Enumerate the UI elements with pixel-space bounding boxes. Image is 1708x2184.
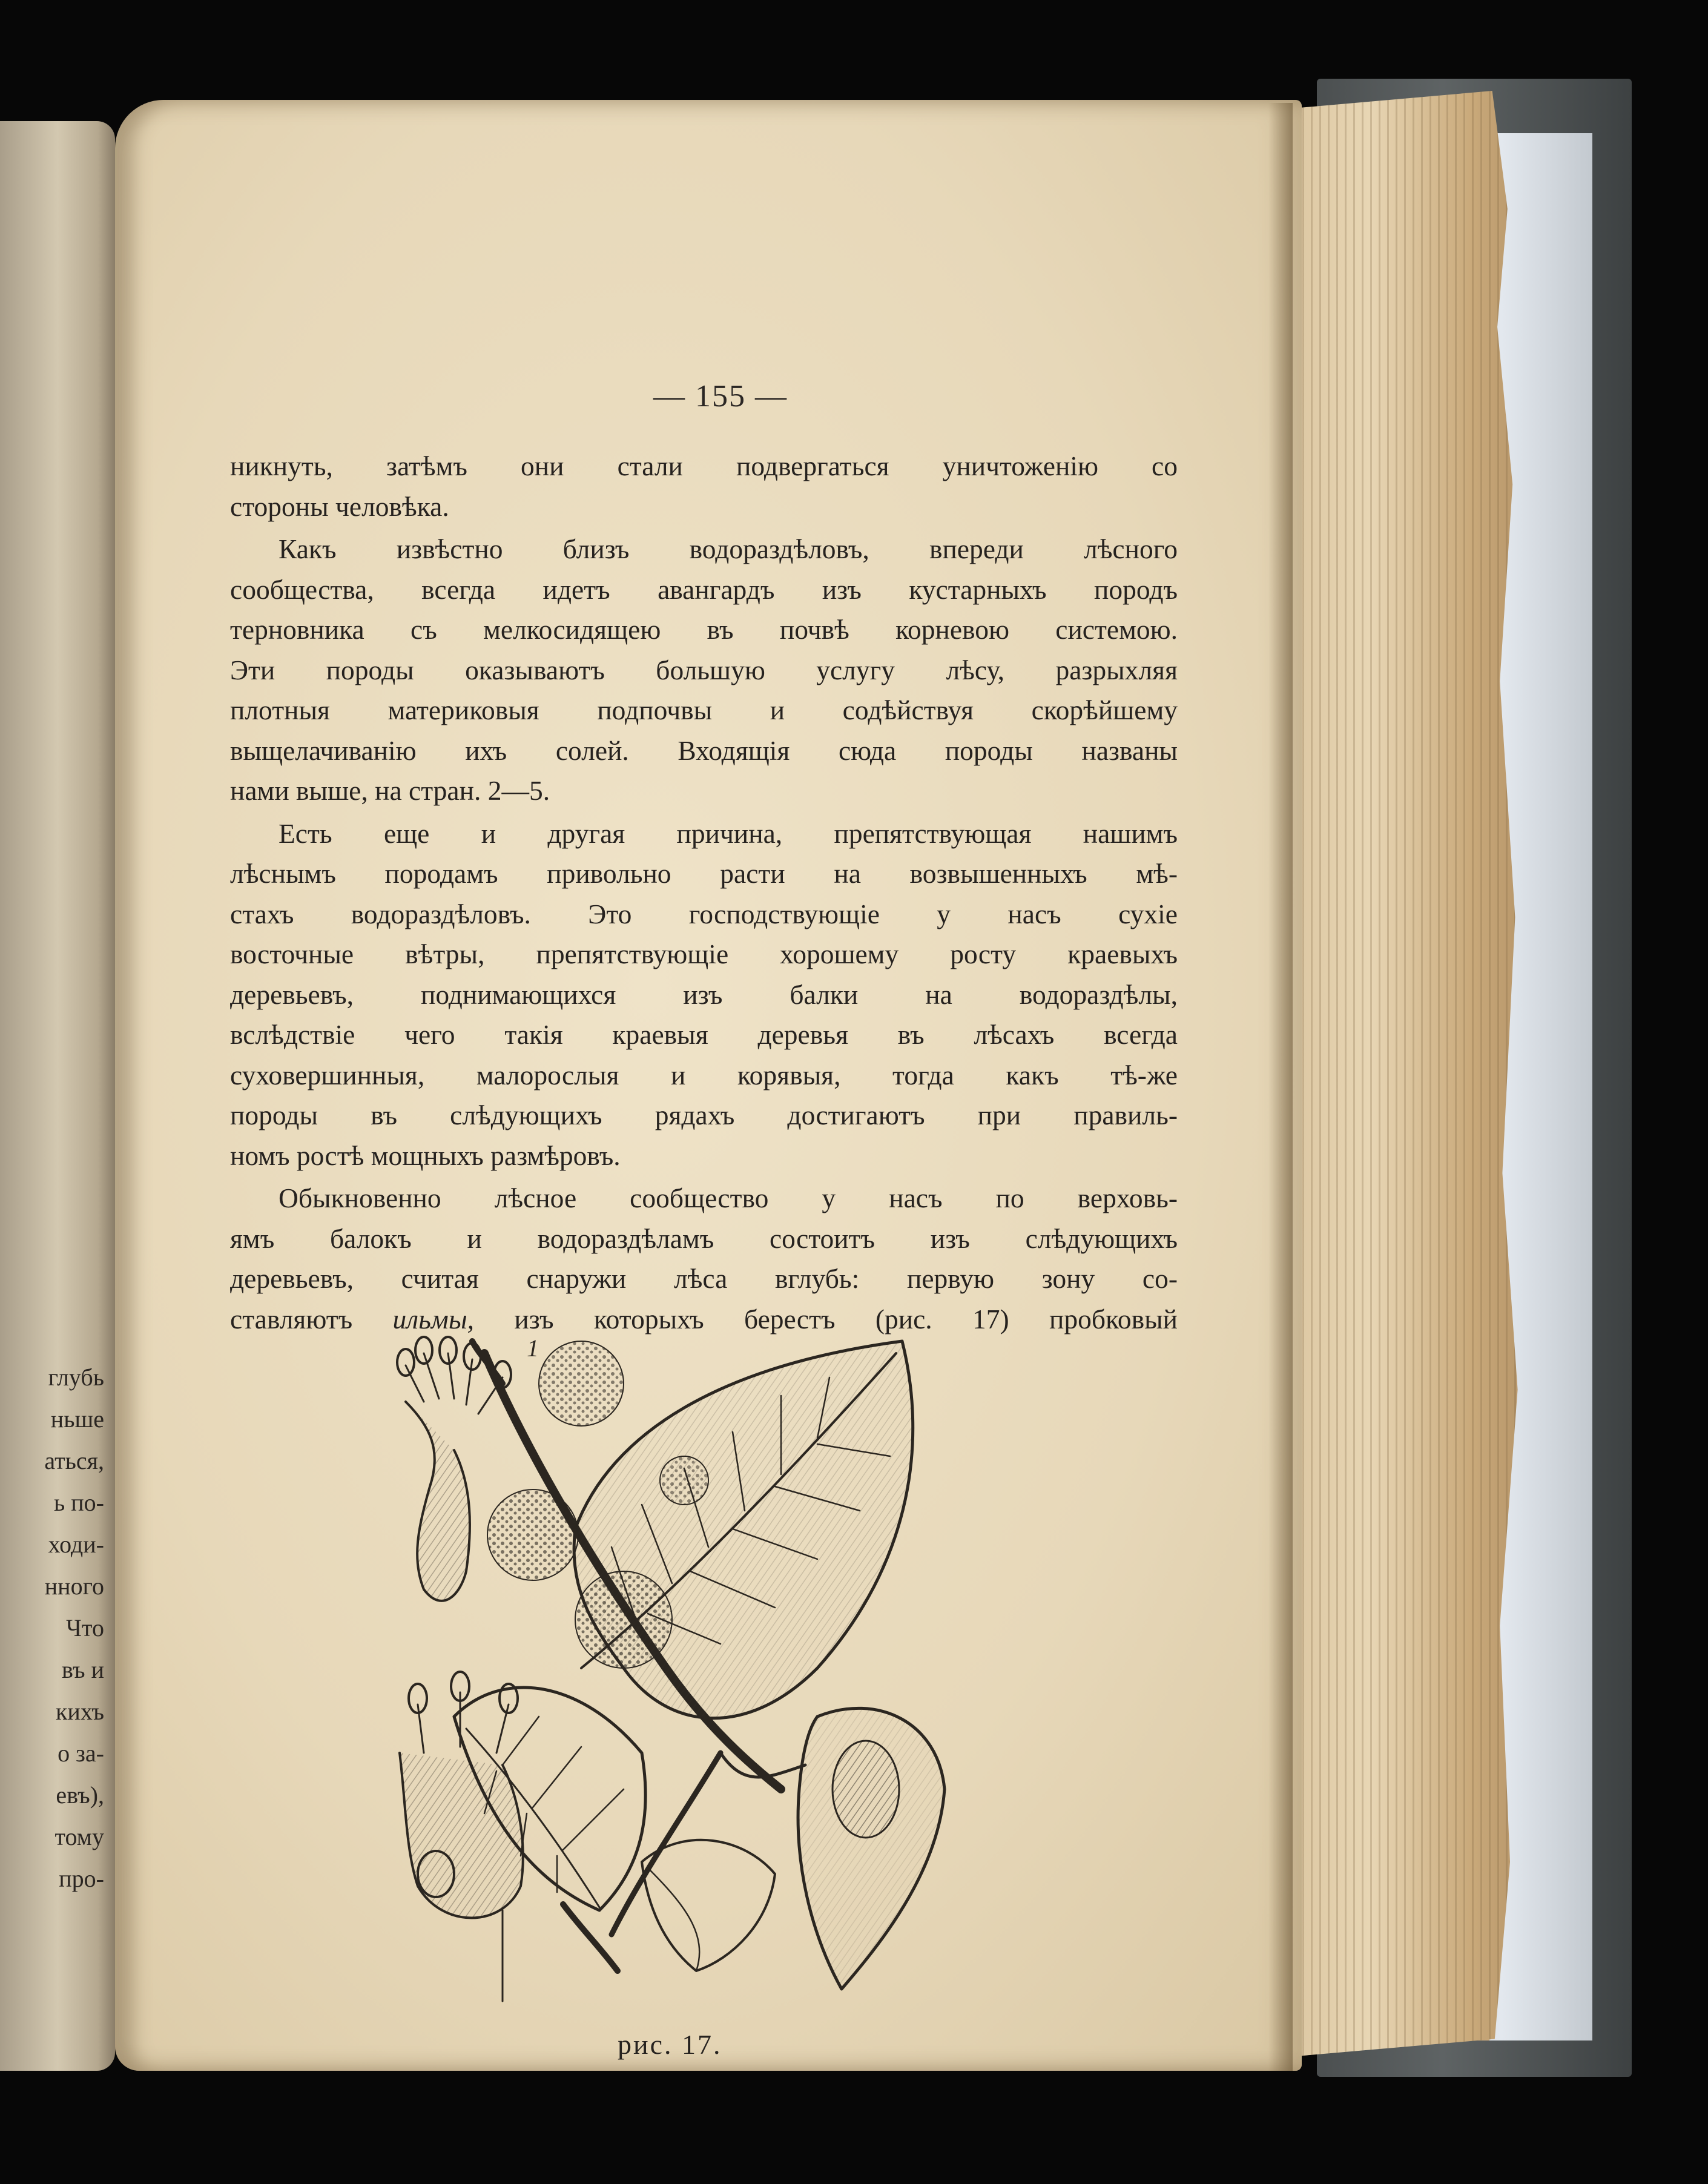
left-page-fragment: ньше xyxy=(50,1405,104,1433)
left-page-fragment: евъ), xyxy=(56,1781,104,1809)
left-page-fragment: ходи- xyxy=(48,1531,104,1558)
book-page xyxy=(115,100,1302,2071)
left-page-fragment: глубь xyxy=(48,1364,104,1391)
text-line: Эти породы оказываютъ большую услугу лѣсу, разрыхляя xyxy=(230,654,1178,685)
figure-caption: рис. 17. xyxy=(618,2029,722,2060)
text-line: суховершинныя, малорослыя и корявыя, тогда какъ тѣ-же xyxy=(230,1059,1178,1090)
page-gutter-shadow xyxy=(1268,103,1293,2071)
text-line: терновника съ мелкосидящею въ почвѣ корневою системою. xyxy=(230,614,1178,645)
text-line: породы въ слѣдующихъ рядахъ достигаютъ при правиль- xyxy=(230,1100,1178,1130)
body-text xyxy=(230,446,1178,1339)
text-line: ставляютъ ильмы, изъ которыхъ берестъ (рис. 17) пробковый xyxy=(230,1303,1178,1334)
text-line: деревьевъ, считая снаружи лѣса вглубь: первую зону со- xyxy=(230,1263,1178,1294)
text-line: вслѣдствіе чего такія краевыя деревья въ лѣсахъ всегда xyxy=(230,1019,1178,1050)
left-page-fragment: о за- xyxy=(58,1740,104,1767)
text-line: стахъ водораздѣловъ. Это господствующіе у насъ сухіе xyxy=(230,898,1178,929)
text-line: Есть еще и другая причина, препятствующая нашимъ xyxy=(279,817,1178,849)
left-page-fragment: тому xyxy=(54,1823,104,1850)
left-page-fragment: въ и xyxy=(62,1656,104,1683)
text-line: лѣснымъ породамъ привольно расти на возвышенныхъ мѣ- xyxy=(230,858,1178,889)
text-line: стороны человѣка. xyxy=(230,490,449,522)
text-line: номъ ростѣ мощныхъ размѣровъ. xyxy=(230,1140,621,1171)
left-page-fragment: ь по- xyxy=(54,1489,104,1516)
text-line: плотныя материковыя подпочвы и содѣйствуя скорѣйшему xyxy=(230,694,1178,725)
text-line: выщелачиванію ихъ солей. Входящія сюда породы названы xyxy=(230,734,1178,766)
text-line: никнуть, затѣмъ они стали подвергаться уничтоженію со xyxy=(230,450,1178,481)
elm-branch-illustration xyxy=(381,1329,999,2007)
text-line: деревьевъ, поднимающихся изъ балки на водораздѣлы, xyxy=(230,978,1178,1010)
left-page-fragment: про- xyxy=(59,1865,104,1892)
left-page-text xyxy=(0,1356,115,1899)
text-line: Какъ извѣстно близъ водораздѣловъ, впереди лѣсного xyxy=(279,533,1178,564)
text-line: Обыкновенно лѣсное сообщество у насъ по верховь- xyxy=(279,1183,1178,1213)
left-page-fragment: нного xyxy=(44,1572,104,1600)
left-page-edge xyxy=(0,121,115,2071)
figure-mark: 1 xyxy=(527,1334,539,1362)
left-page-fragment: кихъ xyxy=(56,1698,104,1725)
text-line: сообщества, всегда идетъ авангардъ изъ кустарныхъ породъ xyxy=(230,573,1178,605)
page-number: — 155 — xyxy=(653,379,788,414)
text-line: ямъ балокъ и водораздѣламъ состоитъ изъ слѣдующихъ xyxy=(230,1222,1178,1254)
left-page-fragment: аться, xyxy=(44,1447,104,1474)
left-page-fragment: Что xyxy=(66,1614,104,1641)
text-line: восточные вѣтры, препятствующіе хорошему росту краевыхъ xyxy=(230,939,1178,969)
text-line: нами выше, на стран. 2—5. xyxy=(230,775,550,806)
